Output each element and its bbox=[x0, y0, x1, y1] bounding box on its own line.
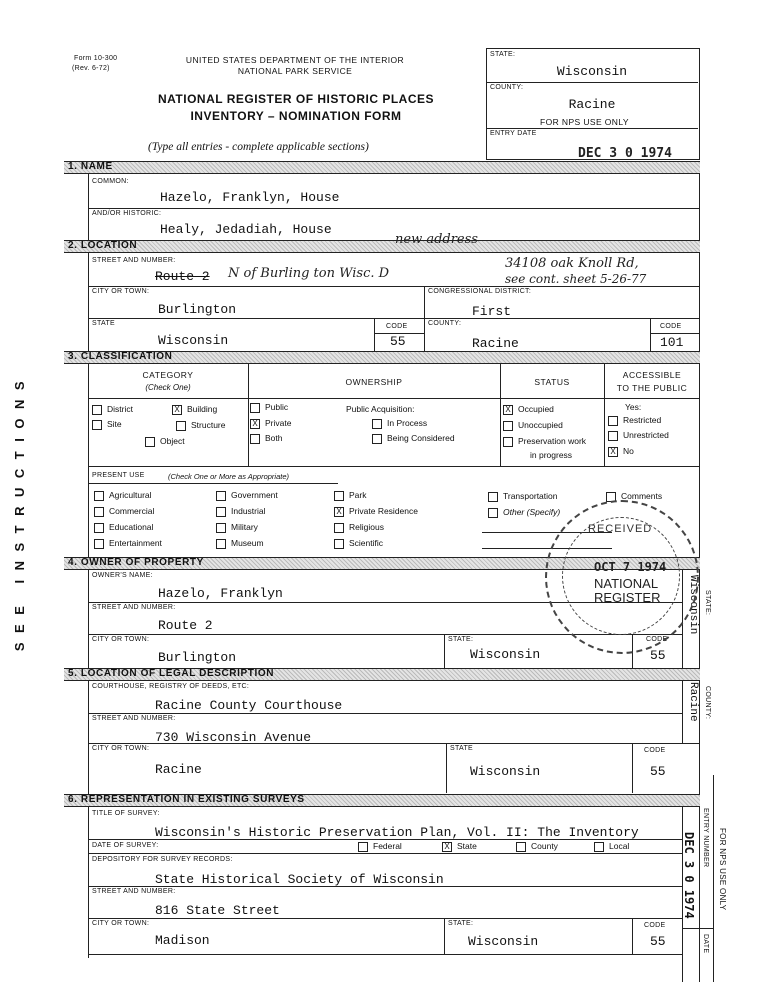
option-label: Site bbox=[107, 419, 122, 429]
historic-name: Healy, Jedadiah, House bbox=[160, 222, 332, 237]
owner-side-state: Wisconsin bbox=[687, 575, 699, 635]
accessible-unrestricted[interactable] bbox=[608, 430, 669, 441]
survey-code-label: CODE bbox=[644, 922, 666, 929]
state-label: STATE bbox=[92, 320, 116, 327]
use-educational[interactable] bbox=[94, 522, 153, 533]
option-label: In Process bbox=[387, 418, 428, 428]
side-date-label: DATE bbox=[702, 934, 709, 954]
option-label: Preservation work bbox=[518, 436, 587, 446]
category-label: CATEGORY bbox=[142, 370, 194, 380]
option-label: Transportation bbox=[503, 491, 558, 501]
section6-title: 6. REPRESENTATION IN EXISTING SURVEYS bbox=[68, 794, 305, 805]
owner-street: Route 2 bbox=[158, 618, 213, 633]
common-name: Hazelo, Franklyn, House bbox=[160, 190, 340, 205]
survey-state-label: STATE: bbox=[448, 920, 474, 927]
option-label: Entertainment bbox=[109, 538, 162, 548]
top-state-label: STATE: bbox=[490, 51, 516, 58]
option-label: County bbox=[531, 841, 558, 851]
legal-state: Wisconsin bbox=[470, 764, 541, 779]
form-revision: (Rev. 6-72) bbox=[72, 65, 110, 72]
survey-state[interactable] bbox=[442, 841, 477, 852]
courthouse-value: Racine County Courthouse bbox=[155, 698, 343, 713]
street-label: STREET AND NUMBER: bbox=[92, 257, 176, 264]
option-label: Building bbox=[187, 404, 218, 414]
survey-title: Wisconsin's Historic Preservation Plan, Vol. II: The Inventory bbox=[155, 825, 639, 840]
status-unoccupied[interactable] bbox=[503, 420, 563, 431]
owner-name-label: OWNER'S NAME: bbox=[92, 572, 153, 579]
county-label: COUNTY: bbox=[428, 320, 462, 327]
street-value: Route 2 bbox=[155, 269, 210, 284]
option-label: Both bbox=[265, 433, 283, 443]
option-label: Structure bbox=[191, 420, 226, 430]
section6-header bbox=[64, 794, 700, 807]
option-label: Occupied bbox=[518, 404, 554, 414]
option-label: Local bbox=[609, 841, 630, 851]
accessible-label-1: ACCESSIBLE bbox=[622, 370, 682, 380]
option-label: District bbox=[107, 404, 133, 414]
stamp-date: OCT 7 1974 bbox=[594, 560, 667, 574]
legal-street-label: STREET AND NUMBER: bbox=[92, 715, 176, 722]
ownership-label: OWNERSHIP bbox=[345, 377, 403, 387]
survey-city: Madison bbox=[155, 933, 210, 948]
survey-title-label: TITLE OF SURVEY: bbox=[92, 810, 160, 817]
legal-side-county: Racine bbox=[687, 682, 699, 722]
depository-label: DEPOSITORY FOR SURVEY RECORDS: bbox=[92, 856, 233, 863]
form-number: Form 10-300 bbox=[74, 55, 118, 62]
option-label: Park bbox=[349, 490, 367, 500]
legal-city: Racine bbox=[155, 762, 202, 777]
checkbox[interactable] bbox=[503, 421, 513, 431]
checkbox[interactable] bbox=[176, 421, 186, 431]
side-date-stamp: DEC 3 0 1974 bbox=[682, 832, 696, 919]
checkbox[interactable] bbox=[216, 523, 226, 533]
survey-federal[interactable] bbox=[358, 841, 402, 852]
side-text: SEE INSTRUCTIONS bbox=[12, 372, 27, 652]
handwritten-new-address: new address bbox=[395, 232, 478, 247]
checkbox[interactable] bbox=[92, 405, 102, 415]
status-in-progress-label: in progress bbox=[530, 450, 573, 460]
checkbox[interactable] bbox=[216, 491, 226, 501]
acquisition-in-process[interactable] bbox=[372, 418, 427, 429]
legal-code-label: CODE bbox=[644, 747, 666, 754]
owner-city-label: CITY OR TOWN: bbox=[92, 636, 150, 643]
checkbox[interactable] bbox=[358, 842, 368, 852]
accessible-no[interactable] bbox=[608, 446, 634, 457]
use-industrial[interactable] bbox=[216, 506, 266, 517]
checkbox[interactable] bbox=[94, 539, 104, 549]
top-state: Wisconsin bbox=[556, 64, 628, 79]
option-label: Military bbox=[231, 522, 258, 532]
section4-title: 4. OWNER OF PROPERTY bbox=[68, 557, 204, 568]
owner-state-label: STATE: bbox=[448, 636, 474, 643]
city-label: CITY OR TOWN: bbox=[92, 288, 150, 295]
owner-code-label: CODE bbox=[646, 636, 668, 643]
option-label: Religious bbox=[349, 522, 384, 532]
option-label: Unrestricted bbox=[623, 430, 669, 440]
use-museum[interactable] bbox=[216, 538, 264, 549]
form-title: NATIONAL REGISTER OF HISTORIC PLACES bbox=[157, 92, 435, 106]
section2-header bbox=[64, 240, 700, 253]
survey-state-value: Wisconsin bbox=[468, 934, 539, 949]
use-military[interactable] bbox=[216, 522, 258, 533]
checkbox[interactable] bbox=[594, 842, 604, 852]
option-label: Other (Specify) bbox=[503, 507, 561, 517]
checkbox[interactable] bbox=[216, 539, 226, 549]
category-building[interactable] bbox=[172, 404, 217, 415]
checkbox[interactable] bbox=[94, 523, 104, 533]
option-label: Federal bbox=[373, 841, 402, 851]
use-other[interactable] bbox=[488, 507, 560, 518]
legal-city-label: CITY OR TOWN: bbox=[92, 745, 150, 752]
top-county: Racine bbox=[568, 97, 616, 112]
congress-value: First bbox=[472, 304, 512, 319]
ownership-both[interactable] bbox=[250, 433, 283, 444]
ownership-public[interactable] bbox=[250, 402, 288, 413]
status-occupied[interactable] bbox=[503, 404, 554, 415]
accessible-label-2: TO THE PUBLIC bbox=[616, 383, 688, 393]
category-district[interactable] bbox=[92, 404, 133, 415]
option-label: Private Residence bbox=[349, 506, 418, 516]
checkbox[interactable] bbox=[94, 491, 104, 501]
checkbox-checked[interactable]: X bbox=[442, 842, 452, 852]
category-object[interactable] bbox=[145, 436, 185, 447]
state-code: 55 bbox=[390, 334, 406, 349]
state-value: Wisconsin bbox=[158, 333, 229, 348]
accessible-yes-label: Yes: bbox=[625, 402, 642, 412]
status-preservation[interactable] bbox=[503, 436, 586, 447]
check-one-label: (Check One) bbox=[145, 383, 191, 392]
section1-header bbox=[64, 161, 700, 174]
option-label: Restricted bbox=[623, 415, 662, 425]
survey-code: 55 bbox=[650, 934, 666, 949]
option-label: Object bbox=[160, 436, 185, 446]
checkbox[interactable] bbox=[250, 403, 260, 413]
checkbox[interactable] bbox=[145, 437, 155, 447]
use-agricultural[interactable] bbox=[94, 490, 152, 501]
historic-label: AND/OR HISTORIC: bbox=[92, 210, 162, 217]
option-label: Museum bbox=[231, 538, 264, 548]
side-entry-label: ENTRY NUMBER bbox=[702, 808, 709, 868]
option-label: Scientific bbox=[349, 538, 384, 548]
survey-local[interactable] bbox=[594, 841, 629, 852]
handwritten-new-street: 34108 oak Knoll Rd, bbox=[505, 256, 639, 271]
use-commercial[interactable] bbox=[94, 506, 154, 517]
use-park[interactable] bbox=[334, 490, 366, 501]
accessible-restricted[interactable] bbox=[608, 415, 661, 426]
section5-header bbox=[64, 668, 700, 681]
legal-side-county-label: COUNTY: bbox=[704, 686, 711, 720]
service: NATIONAL PARK SERVICE bbox=[237, 66, 353, 76]
option-label: Unoccupied bbox=[518, 420, 563, 430]
category-site[interactable] bbox=[92, 419, 122, 430]
use-government[interactable] bbox=[216, 490, 278, 501]
section3-title: 3. CLASSIFICATION bbox=[68, 351, 173, 362]
checkbox[interactable] bbox=[503, 437, 513, 447]
option-label: Commercial bbox=[109, 506, 155, 516]
option-label: Educational bbox=[109, 522, 154, 532]
see-instructions-side-text bbox=[8, 372, 27, 652]
survey-street: 816 State Street bbox=[155, 903, 280, 918]
option-label: Industrial bbox=[231, 506, 266, 516]
checkbox[interactable] bbox=[608, 431, 618, 441]
owner-state: Wisconsin bbox=[470, 647, 541, 662]
city-value: Burlington bbox=[158, 302, 237, 317]
survey-street-label: STREET AND NUMBER: bbox=[92, 888, 176, 895]
nps-use-only: FOR NPS USE ONLY bbox=[540, 117, 629, 127]
public-acquisition-label: Public Acquisition: bbox=[346, 404, 415, 414]
survey-date-label: DATE OF SURVEY: bbox=[92, 842, 159, 849]
section2-title: 2. LOCATION bbox=[68, 240, 138, 251]
checkbox-checked[interactable]: X bbox=[172, 405, 182, 415]
owner-code: 55 bbox=[650, 648, 666, 663]
option-label: Government bbox=[231, 490, 278, 500]
checkbox[interactable] bbox=[488, 492, 498, 502]
acquisition-being-considered[interactable] bbox=[372, 433, 455, 444]
owner-street-label: STREET AND NUMBER: bbox=[92, 604, 176, 611]
checkbox[interactable] bbox=[250, 434, 260, 444]
checkbox[interactable] bbox=[372, 434, 382, 444]
checkbox-checked[interactable]: X bbox=[503, 405, 513, 415]
survey-county[interactable] bbox=[516, 841, 558, 852]
entry-date-label: ENTRY DATE bbox=[490, 130, 537, 137]
form-instructions: (Type all entries - complete applicable sections) bbox=[148, 141, 369, 153]
option-label: Being Considered bbox=[387, 433, 455, 443]
checkbox[interactable] bbox=[608, 416, 618, 426]
checkbox[interactable] bbox=[516, 842, 526, 852]
checkbox[interactable] bbox=[216, 507, 226, 517]
ownership-private[interactable] bbox=[250, 418, 291, 429]
use-scientific[interactable] bbox=[334, 538, 383, 549]
option-label: Public bbox=[265, 402, 289, 412]
status-label: STATUS bbox=[534, 377, 570, 387]
checkbox[interactable] bbox=[92, 420, 102, 430]
section3-header bbox=[64, 351, 700, 364]
checkbox[interactable] bbox=[372, 419, 382, 429]
handwritten-street-note: N of Burling ton Wisc. D bbox=[228, 266, 390, 281]
stamp-received: RECEIVED bbox=[588, 523, 653, 535]
county-code: 101 bbox=[660, 335, 684, 350]
use-transportation[interactable] bbox=[488, 491, 558, 502]
use-private-residence[interactable] bbox=[334, 506, 418, 517]
category-structure[interactable] bbox=[176, 420, 226, 431]
entry-date-stamp: DEC 3 0 1974 bbox=[578, 146, 672, 161]
owner-name: Hazelo, Franklyn bbox=[158, 586, 283, 601]
owner-side-state-label: STATE: bbox=[704, 590, 711, 616]
depository-value: State Historical Society of Wisconsin bbox=[155, 872, 444, 887]
section1-title: 1. NAME bbox=[68, 161, 113, 172]
owner-city: Burlington bbox=[158, 650, 237, 665]
checkbox[interactable] bbox=[334, 539, 344, 549]
checkbox-checked[interactable]: X bbox=[608, 447, 618, 457]
use-entertainment[interactable] bbox=[94, 538, 162, 549]
option-label: Comments bbox=[621, 491, 663, 501]
checkbox[interactable] bbox=[334, 491, 344, 501]
checkbox[interactable] bbox=[334, 523, 344, 533]
stamp-line1: NATIONAL bbox=[594, 576, 659, 591]
option-label: No bbox=[623, 446, 634, 456]
courthouse-label: COURTHOUSE, REGISTRY OF DEEDS, ETC: bbox=[92, 683, 250, 690]
option-label: Agricultural bbox=[109, 490, 152, 500]
use-religious[interactable] bbox=[334, 522, 384, 533]
county-value: Racine bbox=[472, 336, 519, 351]
present-use-label: PRESENT USE bbox=[92, 472, 145, 479]
form-subtitle: INVENTORY – NOMINATION FORM bbox=[190, 109, 402, 123]
present-use-note: (Check One or More as Appropriate) bbox=[168, 472, 290, 481]
legal-state-label: STATE bbox=[450, 745, 474, 752]
legal-code: 55 bbox=[650, 764, 666, 779]
checkbox[interactable] bbox=[94, 507, 104, 517]
common-label: COMMON: bbox=[92, 178, 129, 185]
side-nps-label: FOR NPS USE ONLY bbox=[718, 828, 727, 911]
option-label: Private bbox=[265, 418, 292, 428]
section5-title: 5. LOCATION OF LEGAL DESCRIPTION bbox=[68, 668, 275, 679]
handwritten-cont-sheet: see cont. sheet 5-26-77 bbox=[505, 272, 647, 286]
county-code-label: CODE bbox=[660, 323, 682, 330]
department: UNITED STATES DEPARTMENT OF THE INTERIOR bbox=[185, 55, 405, 65]
checkbox-checked[interactable]: X bbox=[250, 419, 260, 429]
legal-street: 730 Wisconsin Avenue bbox=[155, 730, 312, 745]
congress-label: CONGRESSIONAL DISTRICT: bbox=[428, 288, 532, 295]
option-label: State bbox=[457, 841, 477, 851]
survey-city-label: CITY OR TOWN: bbox=[92, 920, 150, 927]
stamp-line2: REGISTER bbox=[594, 590, 661, 605]
checkbox[interactable] bbox=[488, 508, 498, 518]
state-code-label: CODE bbox=[386, 323, 408, 330]
top-county-label: COUNTY: bbox=[490, 84, 524, 91]
checkbox-checked[interactable]: X bbox=[334, 507, 344, 517]
